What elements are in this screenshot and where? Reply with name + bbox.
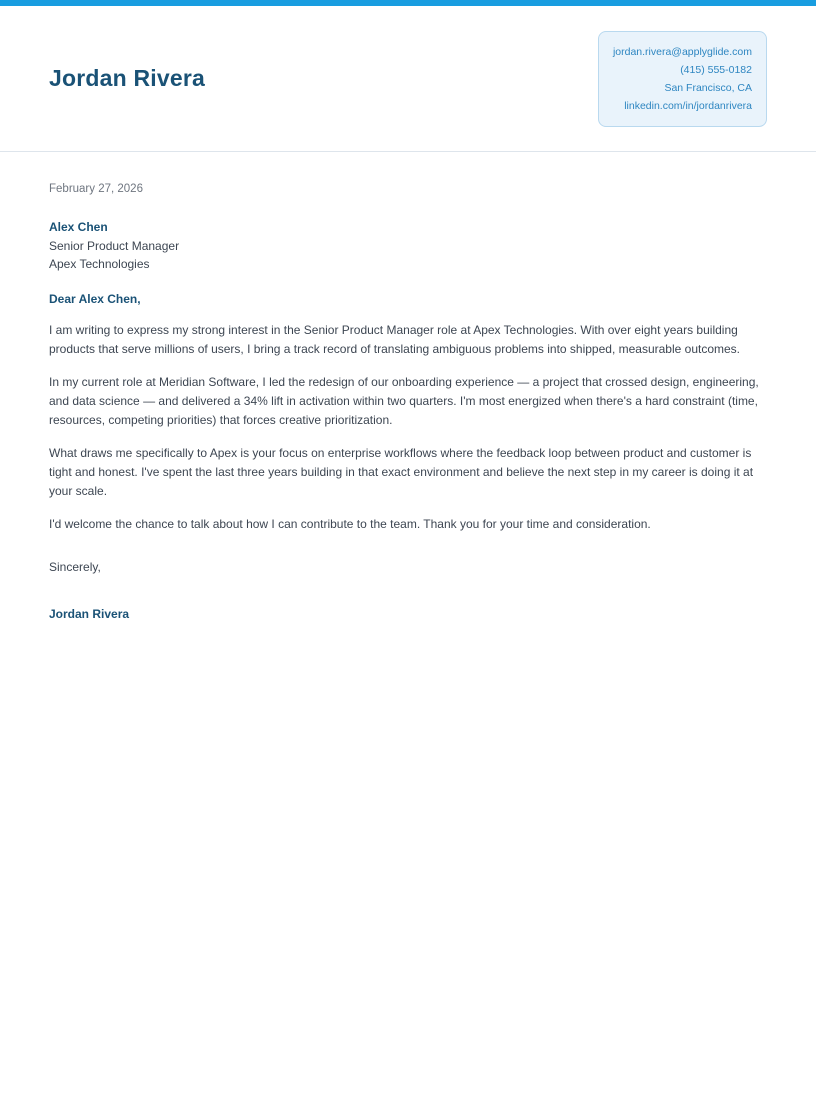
- signature-name: Jordan Rivera: [49, 606, 130, 621]
- letter-paragraph-1: I am writing to express my strong interest in the Senior Product Manager role at Apex Technologies. With over eight years building products that serve millions of users, I bring a track record of translating ambiguous problems into shipped, measurable outcomes.: [49, 322, 741, 356]
- letter-paragraph-2: In my current role at Meridian Software, I led the redesign of our onboarding experience — a project that crossed design, engineering, and data science — and delivered a 34% lift in activation within two quarters. I'm most energized when there's a hard constraint (time, resources, competing priorities) that forces creative prioritization.: [49, 374, 759, 427]
- letter-header: [0, 6, 816, 152]
- contact-phone: (415) 555-0182: [680, 63, 752, 76]
- contact-location: San Francisco, CA: [664, 81, 752, 94]
- contact-email: jordan.rivera@applyglide.com: [612, 45, 752, 58]
- recipient-block: [49, 218, 767, 274]
- salutation: Dear Alex Chen,: [49, 291, 141, 306]
- contact-linkedin: linkedin.com/in/jordanrivera: [624, 99, 752, 112]
- recipient-company: Apex Technologies: [49, 257, 150, 271]
- letter-paragraph-3: What draws me specifically to Apex is your focus on enterprise workflows where the feedback loop between product and customer is tight and honest. I've spent the last three years building in that exact environment and believe the next step in my career is doing it at your scale.: [49, 445, 754, 498]
- letter-body: [0, 183, 816, 621]
- recipient-name: Alex Chen: [49, 220, 108, 234]
- page-title: Jordan Rivera: [49, 65, 205, 91]
- letter-date: February 27, 2026: [49, 183, 143, 195]
- closing: Sincerely,: [49, 559, 101, 574]
- contact-card: [598, 31, 767, 127]
- letter-paragraph-4: I'd welcome the chance to talk about how I can contribute to the team. Thank you for your time and consideration.: [49, 516, 651, 531]
- recipient-title: Senior Product Manager: [49, 238, 180, 253]
